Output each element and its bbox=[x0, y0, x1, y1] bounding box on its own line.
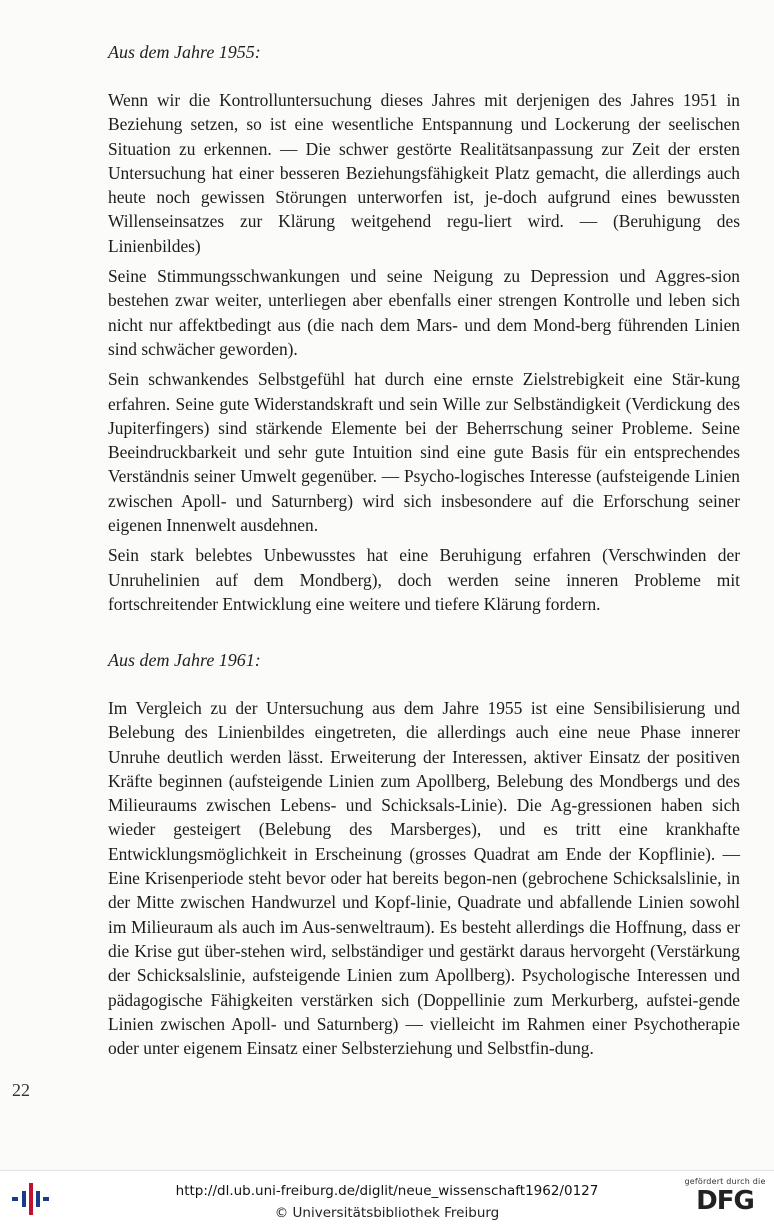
paragraph: Sein stark belebtes Unbewusstes hat eine Beruhigung erfahren (Verschwinden der Unruhelinien auf dem Mondberg), doch werden seine inneren Probleme mit fortschreitender Entwicklung eine weitere und tiefere Klärung fordern. bbox=[108, 545, 740, 614]
dfg-logo bbox=[684, 1177, 766, 1216]
footer-bar bbox=[0, 1170, 774, 1227]
paragraph: Seine Stimmungsschwankungen und seine Neigung zu Depression und Aggres-sion bestehen zwar weiter, unterliegen aber ebenfalls einer strengen Kontrolle und leben sich nicht nur affektbedingt aus (die nach dem Mars- und dem Mond-berg führenden Linien sind schwächer geworden). bbox=[108, 266, 740, 359]
paragraph: Sein schwankendes Selbstgefühl hat durch eine ernste Zielstrebigkeit eine Stär-kung erfahren. Seine gute Widerstandskraft und sein Wille zur Selbständigkeit (Verdickung des Jupiterfingers) sind stärkende Elemente bei der Beherrschung seiner Probleme. Seine Beeindruckbarkeit und sehr gute Intuition sind eine gute Basis für ein entsprechendes Verständnis seiner Umwelt gegenüber. — Psycho-logisches Interesse (aufsteigende Linien zwischen Apoll- und Saturnberg) wird sich insbesondere auf die Erforschung seiner eigenen Innenwelt ausdehnen. bbox=[108, 369, 740, 536]
heading-1961: Aus dem Jahre 1961: bbox=[108, 650, 261, 670]
copyright-text: © Universitätsbibliothek Freiburg bbox=[274, 1205, 500, 1221]
dfg-logo-text: DFG bbox=[696, 1186, 754, 1216]
section-1955 bbox=[108, 88, 740, 622]
page-number: 22 bbox=[12, 1080, 30, 1100]
section-1961 bbox=[108, 696, 740, 1066]
source-link[interactable]: http://dl.ub.uni-freiburg.de/diglit/neue_wissenschaft1962/0127 bbox=[175, 1183, 599, 1199]
paragraph: Wenn wir die Kontrolluntersuchung dieses Jahres mit derjenigen des Jahres 1951 in Beziehung setzen, so ist eine wesentliche Entspannung und Lockerung der seelischen Situation zu erkennen. — Die schwer gestörte Realitätsanpassung zur Zeit der ersten Untersuchung hat einer besseren Beziehungsfähigkeit Platz gemacht, die allerdings auch heute noch gewissen Störungen unterworfen ist, je-doch aufgrund eines bewussten Willenseinsatzes zur Klärung weitgehend regu-liert wird. — (Beruhigung des Linienbildes) bbox=[108, 90, 740, 256]
paragraph: Im Vergleich zu der Untersuchung aus dem Jahre 1955 ist eine Sensibilisierung und Belebung des Linienbildes eingetreten, die allerdings auch eine neue Phase innerer Unruhe deutlich werden lässt. Erweiterung der Interessen, aktiver Einsatz der positiven Kräfte beginnen (aufsteigende Linien zum Apollberg, Belebung des Mondbergs und des Milieuraums zwischen Lebens- und Schicksals-Linie). Die Ag-gressionen haben sich wieder gesteigert (Belebung des Marsberges), und es tritt eine krankhafte Entwicklungsmöglichkeit in Erscheinung (grosses Quadrat am Ende der Kopflinie). — Eine Krisenperiode steht bevor oder hat bereits begon-nen (gebrochene Schicksalslinie, in der Mitte zwischen Handwurzel und Kopf-linie, Quadrate und abfallende Linien sowohl im Milieuraum als auch im Aus-senweltraum). Es besteht allerdings die Hoffnung, dass er die Krise gut über-stehen wird, selbständiger und gestärkt daraus hervorgeht (Verstärkung der Schicksalslinie, aufsteigende Linien zum Apollberg). Psychologische Interessen und pädagogische Fähigkeiten verstärken sich (Doppellinie zum Merkurberg, aufstei-gende Linien zwischen Apoll- und Saturnberg) — vielleicht im Rahmen einer Psychotherapie oder unter eigenem Einsatz einer Selbsterziehung und Selbstfin-dung. bbox=[108, 698, 740, 1059]
dfg-note: gefördert durch die bbox=[684, 1177, 766, 1186]
heading-1955: Aus dem Jahre 1955: bbox=[108, 42, 261, 62]
